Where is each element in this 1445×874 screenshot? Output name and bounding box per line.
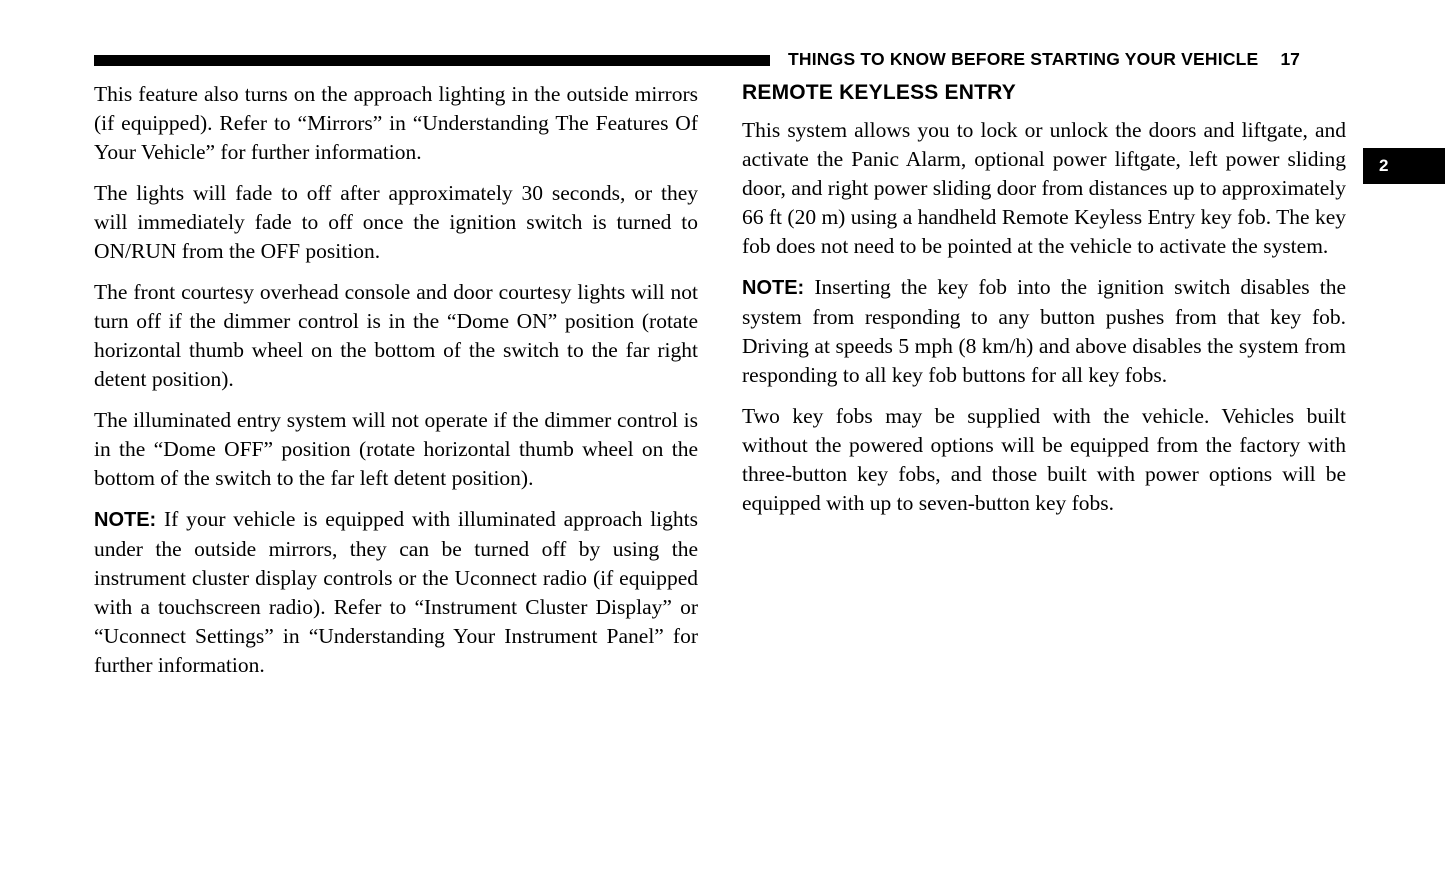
note-paragraph <box>94 505 698 680</box>
page-header <box>94 48 1346 72</box>
paragraph: This system allows you to lock or unlock the doors and liftgate, and activate the Panic Alarm, optional power liftgate, left power sliding door, and right power sliding door from distances up to approximately 66 ft (20 m) using a handheld Remote Keyless Entry key fob. The key fob does not need to be pointed at the vehicle to activate the system. <box>742 118 1347 258</box>
note-label: NOTE: <box>742 277 805 299</box>
left-column <box>94 80 698 680</box>
note-text: If your vehicle is equipped with illuminated approach lights under the outside mirrors, they can be turned off by using the instrument cluster display controls or the Uconnect radio (if equipped with a touchscreen radio). Refer to “Instrument Cluster Display” or “Uconnect Settings” in “Understanding Your Instrument Panel” for further information. <box>94 507 698 677</box>
header-rule-bar <box>94 55 770 66</box>
paragraph: The illuminated entry system will not operate if the dimmer control is in the “Dome OFF” position (rotate horizontal thumb wheel on the bottom of the switch to the far left detent position). <box>94 408 698 490</box>
note-paragraph <box>742 273 1346 390</box>
paragraph: The lights will fade to off after approximately 30 seconds, or they will immediately fade to off once the ignition switch is turned to ON/RUN from the OFF position. <box>94 181 698 263</box>
chapter-tab-number: 2 <box>1379 156 1389 175</box>
page-number: 17 <box>1280 49 1300 70</box>
body-columns <box>94 80 1346 680</box>
paragraph: Two key fobs may be supplied with the vehicle. Vehicles built without the powered options will be equipped from the factory with three-button key fobs, and those built with power options will be equipped with up to seven-button key fobs. <box>742 404 1346 515</box>
note-text: Inserting the key fob into the ignition switch disables the system from responding to any button pushes from that key fob. Driving at speeds 5 mph (8 km/h) and above disables the system from responding to all key fob buttons for all key fobs. <box>742 275 1346 387</box>
chapter-tab <box>1363 148 1445 184</box>
paragraph: The front courtesy overhead console and door courtesy lights will not turn off if the dimmer control is in the “Dome ON” position (rotate horizontal thumb wheel on the bottom of the switch to the far right detent position). <box>94 280 698 391</box>
right-column <box>742 80 1346 680</box>
paragraph: This feature also turns on the approach lighting in the outside mirrors (if equipped). Refer to “Mirrors” in “Understanding The Features Of Your Vehicle” for further information. <box>94 82 698 164</box>
section-heading: REMOTE KEYLESS ENTRY <box>742 81 1016 104</box>
running-title: THINGS TO KNOW BEFORE STARTING YOUR VEHICLE <box>788 49 1259 70</box>
note-label: NOTE: <box>94 509 157 531</box>
